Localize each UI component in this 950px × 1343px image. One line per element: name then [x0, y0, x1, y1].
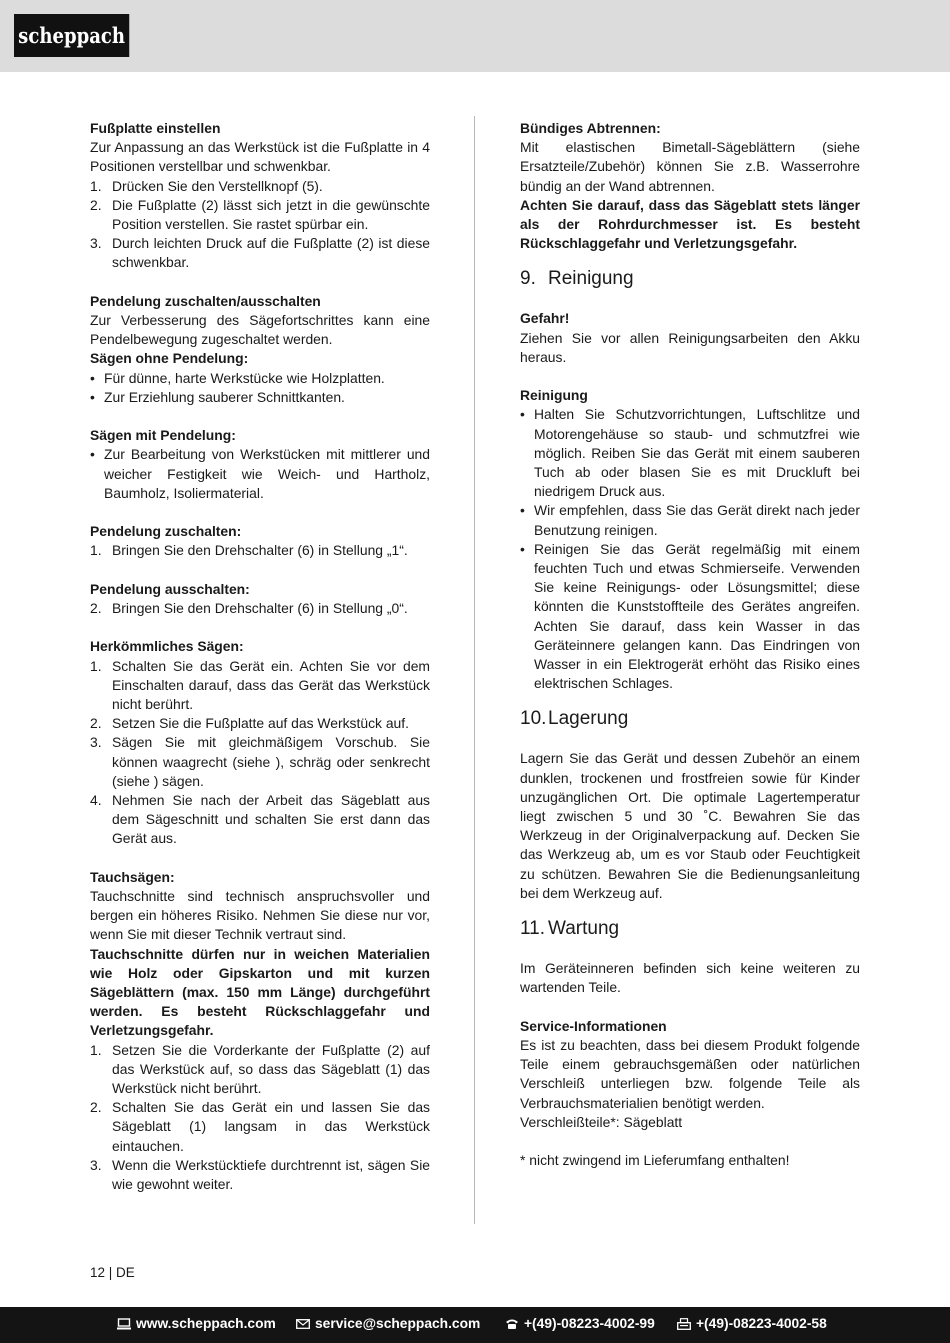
wartung-text: Im Geräteinneren befinden sich keine weiteren zu wartenden Teile.: [520, 960, 860, 996]
list-item: 3. Wenn die Werkstücktiefe durchtrennt ist, sägen Sie wie gewohnt weiter.: [90, 1156, 430, 1193]
list-item: • Reinigen Sie das Gerät regelmäßig mit einem feuchten Tuch und etwas Schmierseife. Verwenden Sie keine Reinigungs- oder Lösungsmittel; diese könnten die Kunststoffteile des Gerätes angreifen. Achten Sie darauf, dass kein Wasser in das Geräteinnere gelangen kann. Das Eindringen von Wasser in ein Elektrogerät erhöht das Risiko eines elektrischen Schlages.: [520, 540, 860, 692]
column-divider: [474, 116, 475, 1224]
list-item: 2. Setzen Sie die Fußplatte auf das Werkstück auf.: [90, 715, 410, 732]
list-item: • Für dünne, harte Werkstücke wie Holzplatten.: [90, 369, 385, 386]
ausschalten-steps: [90, 599, 430, 618]
list-item: 3. Durch leichten Druck auf die Fußplatte (2) ist diese schwenkbar.: [90, 235, 430, 271]
list-item: 2. Die Fußplatte (2) lässt sich jetzt in die gewünschte Position verstellen. Sie rastet spürbar ein.: [90, 196, 430, 233]
list-item: • Zur Erziehlung sauberer Schnittkanten.: [90, 388, 345, 405]
verschleiss-text: Verschleißteile*: Sägeblatt: [520, 1113, 683, 1130]
email-link[interactable]: service@scheppach.com: [315, 1316, 481, 1331]
page-number: 12 | DE: [90, 1265, 135, 1280]
zuschalten-heading: Pendelung zuschalten:: [90, 523, 242, 540]
tauchsaegen-heading: Tauchsägen:: [90, 868, 175, 885]
ohne-pendelung-list: [90, 369, 430, 407]
section-title: Wartung: [548, 918, 620, 940]
section-11-heading: [520, 917, 860, 941]
phone-number[interactable]: +(49)-08223-4002-99: [524, 1316, 655, 1331]
list-item: 1. Drücken Sie den Verstellknopf (5).: [90, 177, 323, 194]
buendig-text: Mit elastischen Bimetall-Sägeblättern (siehe Ersatzteile/Zubehör) können Sie z.B. Wasserrohre bündig an der Wand abtrennen.: [520, 139, 860, 194]
footer-fax[interactable]: [677, 1316, 827, 1331]
fussplatte-steps: [90, 177, 430, 273]
fax-icon: [677, 1318, 691, 1330]
gefahr-heading: Gefahr!: [520, 310, 570, 327]
section-title: Lagerung: [548, 708, 629, 730]
section-10-heading: [520, 707, 860, 731]
computer-icon: [117, 1318, 131, 1330]
footer-email[interactable]: [296, 1316, 480, 1331]
tauchsaegen-intro: Tauchschnitte sind technisch anspruchsvoller und bergen ein höheres Risiko. Nehmen Sie diese nur vor, wenn Sie mit dieser Technik vertraut sind.: [90, 888, 430, 943]
buendig-warning: Achten Sie darauf, dass das Sägeblatt stets länger als der Rohrdurchmesser ist. Es besteht Rückschlaggefahr und Verletzungsgefahr.: [520, 196, 860, 252]
footer-website[interactable]: [117, 1316, 276, 1331]
pendel-heading: Pendelung zuschalten/ausschalten: [90, 292, 321, 309]
website-link[interactable]: www.scheppach.com: [136, 1316, 276, 1331]
section-number: 9.: [520, 268, 536, 290]
section-9-heading: [520, 267, 860, 291]
mit-pendelung-heading: Sägen mit Pendelung:: [90, 427, 236, 444]
section-title: Reinigung: [548, 268, 634, 290]
tauchsaegen-steps: [90, 1041, 430, 1195]
service-text: Es ist zu beachten, dass bei diesem Produkt folgende Teile einem gebrauchsgemäßen oder natürlichen Verschleiß unterliegen bzw. folgende Teile als Verbrauchsmaterialien benötigt werden.: [520, 1036, 860, 1111]
zuschalten-steps: [90, 541, 430, 560]
page-footer: [0, 1307, 950, 1343]
list-item: 1. Setzen Sie die Vorderkante der Fußplatte (2) auf das Werkstück auf, so dass das Sägeblatt (1) das Werkstück nicht berührt.: [90, 1041, 430, 1097]
list-item: 1. Bringen Sie den Drehschalter (6) in Stellung „1“.: [90, 542, 408, 559]
mail-icon: [296, 1318, 310, 1330]
fussplatte-heading: Fußplatte einstellen: [90, 120, 221, 136]
reinigung-list: [520, 405, 860, 693]
herkoemmlich-steps: [90, 657, 430, 849]
service-heading: Service-Informationen: [520, 1017, 667, 1034]
gefahr-text: Ziehen Sie vor allen Reinigungsarbeiten den Akku heraus.: [520, 329, 860, 365]
left-column: [90, 119, 430, 1194]
footer-phone[interactable]: [505, 1316, 655, 1331]
herkoemmlich-heading: Herkömmliches Sägen:: [90, 638, 244, 655]
list-item: 2. Schalten Sie das Gerät ein und lassen Sie das Sägeblatt (1) langsam in das Werkstück eintauchen.: [90, 1099, 430, 1154]
fussplatte-intro: Zur Anpassung an das Werkstück ist die Fußplatte in 4 Positionen verstellbar und schwenkbar.: [90, 139, 430, 175]
pendel-intro: Zur Verbesserung des Sägefortschrittes kann eine Pendelbewegung zugeschaltet werden.: [90, 312, 430, 348]
mit-pendelung-list: [90, 445, 430, 503]
scheppach-logo: scheppach: [14, 14, 129, 57]
ohne-pendelung-heading: Sägen ohne Pendelung:: [90, 350, 249, 367]
section-number: 11.: [520, 918, 546, 940]
list-item: • Wir empfehlen, dass Sie das Gerät direkt nach jeder Benutzung reinigen.: [520, 502, 860, 538]
ausschalten-heading: Pendelung ausschalten:: [90, 580, 250, 597]
section-number: 10.: [520, 708, 547, 730]
list-item: 1. Schalten Sie das Gerät ein. Achten Sie vor dem Einschalten darauf, dass das Gerät das Werkstück nicht berührt.: [90, 657, 430, 713]
list-item: 2. Bringen Sie den Drehschalter (6) in Stellung „0“.: [90, 600, 408, 617]
fax-number[interactable]: +(49)-08223-4002-58: [696, 1316, 827, 1331]
list-item: • Halten Sie Schutzvorrichtungen, Luftschlitze und Motorengehäuse so staub- und schmutzfrei wie möglich. Reiben Sie das Gerät mit einem sauberen Tuch ab oder blasen Sie es mit Druckluft bei niedrigem Druck aus.: [520, 406, 860, 500]
reinigung-heading: Reinigung: [520, 387, 588, 404]
footnote: * nicht zwingend im Lieferumfang enthalten!: [520, 1152, 790, 1169]
page-header: [0, 0, 950, 72]
phone-icon: [505, 1318, 519, 1330]
list-item: 3. Sägen Sie mit gleichmäßigem Vorschub. Sie können waagrecht (siehe ), schräg oder senkrecht (siehe ) sägen.: [90, 734, 430, 789]
buendig-heading: Bündiges Abtrennen:: [520, 120, 661, 136]
right-column: [520, 119, 860, 1170]
tauchsaegen-warning: Tauchschnitte dürfen nur in weichen Materialien wie Holz oder Gipskarton und mit kurzen Sägeblättern (max. 150 mm Länge) durchgeführt werden. Es besteht Rückschlaggefahr und Verletzungsgefahr.: [90, 945, 430, 1039]
list-item: • Zur Bearbeitung von Werkstücken mit mittlerer und weicher Festigkeit wie Weich- und Hartholz, Baumholz, Isoliermaterial.: [90, 446, 430, 501]
list-item: 4. Nehmen Sie nach der Arbeit das Sägeblatt aus dem Sägeschnitt und schalten Sie erst dann das Gerät aus.: [90, 792, 430, 847]
lagerung-text: Lagern Sie das Gerät und dessen Zubehör an einem dunklen, trockenen und frostfreien sowie für Kinder unzugänglichen Ort. Die optimale Lagertemperatur liegt zwischen 5 und 30 ˚C. Bewahren Sie das Werkzeug in der Originalverpackung auf. Decken Sie das Werkzeug ab, um es vor Staub oder Feuchtigkeit zu schützen. Bewahren Sie die Bedienungsanleitung bei dem Werkzeug auf.: [520, 750, 860, 901]
